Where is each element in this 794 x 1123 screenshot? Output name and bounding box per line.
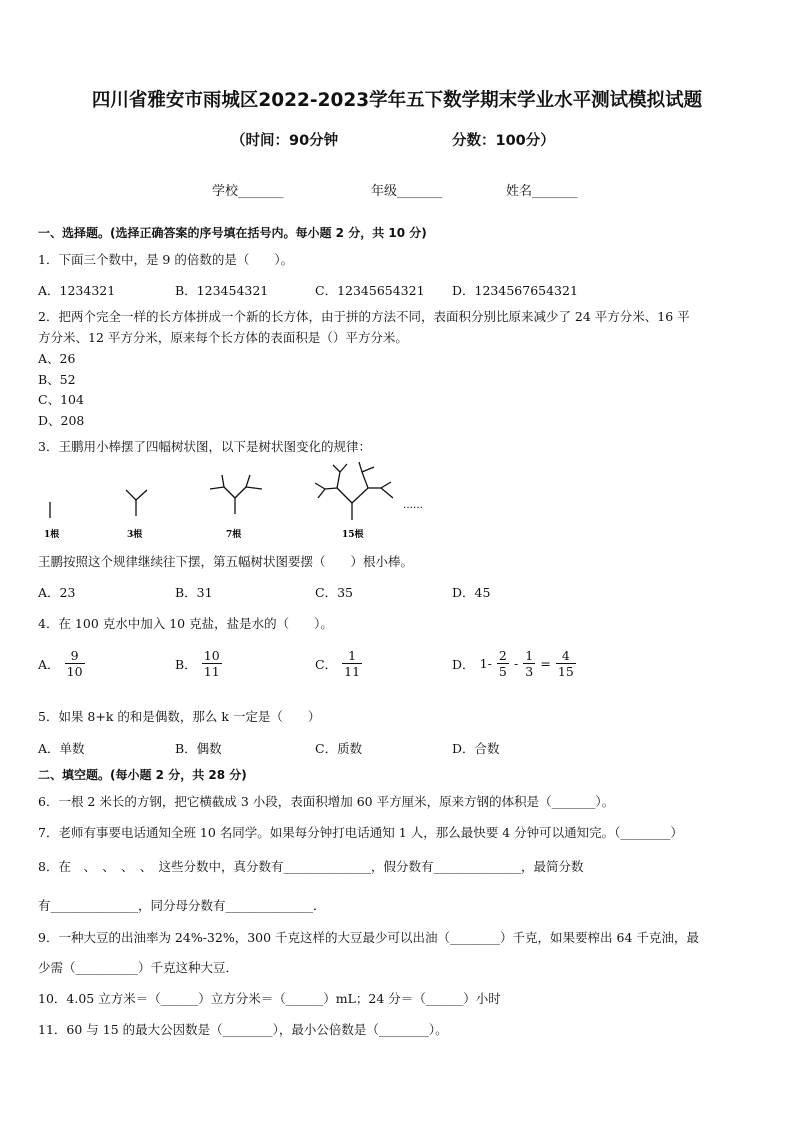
question-2-line-2: 方分米、12 平方分米，原来每个长方体的表面积是（）平方分米。 [38,330,408,345]
question-5: 5．如果 8+k 的和是偶数，那么 k 一定是（ ） [38,709,321,724]
q4-option-b-fraction: $\frac{10}{11}$ [203,648,220,679]
question-11: 11．60 与 15 的最大公因数是（________），最小公倍数是（________）。 [38,1022,448,1037]
school-field: 学校_______ [212,184,284,199]
question-1: 1．下面三个数中，是 9 的倍数的是（ ）。 [38,252,294,267]
q1-option-a: A．1234321 [38,283,116,298]
question-7: 7．老师有事要电话通知全班 10 名同学。如果每分钟打电话通知 1 人，那么最快要 4 分钟可以通知完。（________） [38,825,683,840]
q4-option-d: D． 1- $\frac{2}{5}$ - $\frac{1}{3}$ = $\frac{4}{15}$ [452,648,574,679]
q4-option-c-fraction: $\frac{1}{11}$ [344,648,361,679]
q4-option-c-label: C． [315,656,338,672]
q4-option-d-fraction-2: $\frac{1}{3}$ [525,648,534,679]
q4-option-a-fraction: $\frac{9}{10}$ [66,648,83,679]
q5-option-a: A．单数 [38,741,85,756]
q4-option-d-label: D． [452,656,475,672]
name-field: 姓名_______ [506,184,578,199]
tree-3-sticks [210,475,262,514]
q4-option-a [38,648,85,679]
q5-option-b: B．偶数 [175,741,222,756]
exam-time: （时间：90分钟 [231,133,339,149]
question-9-line-2: 少需（__________）千克这种大豆． [38,960,239,975]
q2-option-c: C、104 [38,392,84,407]
q4-option-d-fraction-1: $\frac{2}{5}$ [498,648,507,679]
q2-option-a: A、26 [38,351,76,366]
question-3-prompt: 王鹏按照这个规律继续往下摆，第五幅树状图要摆（ ）根小棒。 [38,554,414,569]
q4-option-b [175,648,222,679]
q3-option-d: D．45 [452,585,491,600]
q3-option-b: B．31 [175,585,213,600]
question-6: 6．一根 2 米长的方钢，把它横截成 3 小段，表面积增加 60 平方厘米，原来方钢的体积是（_______）。 [38,794,615,809]
section-heading-choice: 一、选择题。(选择正确答案的序号填在括号内。每小题 2 分，共 10 分) [38,226,427,240]
q1-option-b: B．123454321 [175,283,269,298]
question-4: 4．在 100 克水中加入 10 克盐，盐是水的（ ）。 [38,616,333,631]
q1-option-c: C．12345654321 [315,283,425,298]
tree-1-caption: 1根 [44,530,60,540]
q1-option-d: D．1234567654321 [452,283,578,298]
tree-4-sticks [315,462,393,520]
q5-option-d: D．合数 [452,741,500,756]
question-9-line-1: 9．一种大豆的出油率为 24%-32%，300 千克这样的大豆最少可以出油（________）千克，如果要榨出 64 千克油，最 [38,930,699,945]
q5-option-c: C．质数 [315,741,363,756]
question-10: 10．4.05 立方米＝（______）立方分米＝（______）mL；24 分＝（______）小时 [38,991,501,1006]
exam-score: 分数：100分） [452,133,555,149]
q3-option-c: C．35 [315,585,353,600]
ellipsis: …… [403,500,423,511]
q4-option-a-label: A． [38,656,60,672]
question-3: 3．王鹏用小棒摆了四幅树状图，以下是树状图变化的规律： [38,439,371,454]
section-heading-fill: 二、填空题。(每小题 2 分，共 28 分) [38,768,247,782]
q3-option-a: A．23 [38,585,76,600]
tree-4-caption: 15根 [342,530,364,540]
q2-option-d: D、208 [38,413,85,428]
tree-3-caption: 7根 [226,530,242,540]
q4-option-c [315,648,362,679]
q4-option-d-fraction-3: $\frac{4}{15}$ [557,648,574,679]
tree-2-caption: 3根 [127,530,143,540]
q4-option-b-label: B． [175,656,197,672]
grade-field: 年级_______ [371,184,443,199]
question-2-line-1: 2．把两个完全一样的长方体拼成一个新的长方体，由于拼的方法不同，表面积分别比原来减少了 24 平方分米、16 平 [38,309,690,324]
question-8-line-1: 8．在 、 、 、 、 这些分数中，真分数有______________，假分数有______________，最简分数 [38,859,584,874]
tree-diagram-figure [30,458,450,544]
q2-option-b: B、52 [38,372,76,387]
question-8-line-2: 有______________，同分母分数有______________． [38,898,326,913]
page-title: 四川省雅安市雨城区2022-2023学年五下数学期末学业水平测试模拟试题 [91,90,703,111]
tree-2-sticks [126,490,147,516]
